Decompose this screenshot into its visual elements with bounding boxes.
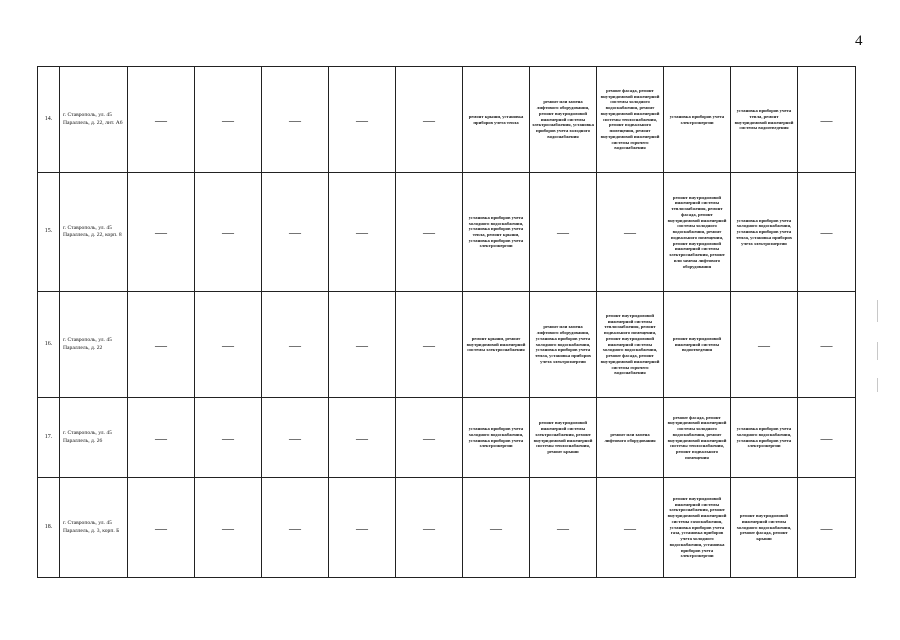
work-description-cell: ремонт или замена лифтового оборудования (597, 398, 664, 478)
empty-dash-cell: — (262, 478, 329, 578)
address-cell: г. Ставрополь, ул. 45 Параллель, д. 3, корп. Б (60, 478, 128, 578)
work-description-cell: ремонт или замена лифтового оборудования, установка приборов учета холодного водоснабжения, установка приборов учета тепла, установка приборов учета электроэнергии (530, 292, 597, 398)
row-number: 15. (38, 173, 60, 292)
work-description-cell: ремонт крыши, установка приборов учета тепла (463, 67, 530, 173)
empty-dash-cell: — (597, 478, 664, 578)
work-description-cell: ремонт крыши, ремонт внутридомовой инженерной системы электроснабжения (463, 292, 530, 398)
work-description-cell: установка приборов учета тепла, ремонт внутридомовой инженерной системы водоотведения (731, 67, 798, 173)
table-row (38, 67, 856, 173)
address-cell: г. Ставрополь, ул. 45 Параллель, д. 22, корп. 8 (60, 173, 128, 292)
empty-dash-cell: — (463, 478, 530, 578)
empty-dash-cell: — (329, 173, 396, 292)
row-number: 16. (38, 292, 60, 398)
page-number: 4 (855, 33, 863, 49)
empty-dash-cell: — (530, 173, 597, 292)
empty-dash-cell: — (731, 292, 798, 398)
empty-dash-cell: — (195, 478, 262, 578)
address-cell: г. Ставрополь, ул. 45 Параллель, д. 26 (60, 398, 128, 478)
empty-dash-cell: — (597, 173, 664, 292)
work-description-cell: установка приборов учета холодного водоснабжения, установка приборов учета тепла, установка приборов учета электроэнергии (731, 173, 798, 292)
table-row (38, 292, 856, 398)
empty-dash-cell: — (128, 478, 195, 578)
work-description-cell: ремонт фасада, ремонт внутридомовой инженерной системы холодного водоснабжения, ремонт внутридомовой инженерной системы теплоснабжения, ремонт подвального помещения, ремонт внутридомовой инженерной системы горячего водоснабжения (597, 67, 664, 173)
empty-dash-cell: — (396, 292, 463, 398)
row-number: 18. (38, 478, 60, 578)
empty-dash-cell: — (798, 398, 856, 478)
work-description-cell: ремонт внутридомовой инженерной системы холодного водоснабжения, ремонт фасада, ремонт крыши (731, 478, 798, 578)
empty-dash-cell: — (396, 173, 463, 292)
work-description-cell: установка приборов учета холодного водоснабжения, установка приборов учета электроэнергии (463, 398, 530, 478)
empty-dash-cell: — (195, 292, 262, 398)
table-row (38, 173, 856, 292)
empty-dash-cell: — (329, 478, 396, 578)
work-description-cell: ремонт внутридомовой инженерной системы электроснабжения, ремонт внутридомовой инженерной системы газоснабжения, установка приборов учета газа, установка приборов учета холодного водоснабжения, установка приборов учета электроэнергии (664, 478, 731, 578)
work-description-cell: ремонт внутридомовой инженерной системы электроснабжения, ремонт внутридомовой инженерной системы теплоснабжения, ремонт крыши (530, 398, 597, 478)
work-description-cell: ремонт фасада, ремонт внутридомовой инженерной системы холодного водоснабжения, ремонт внутридомовой инженерной системы теплоснабжения, ремонт подвального помещения (664, 398, 731, 478)
empty-dash-cell: — (396, 398, 463, 478)
row-number: 14. (38, 67, 60, 173)
work-description-cell: ремонт внутридомовой инженерной системы теплоснабжения, ремонт фасада, ремонт внутридомовой инженерной системы холодного водоснабжения, ремонт подвального помещения, ремонт внутридомовой инженерной системы электроснабжения, ремонт или замена лифтового оборудования (664, 173, 731, 292)
empty-dash-cell: — (329, 292, 396, 398)
work-description-cell: установка приборов учета холодного водоснабжения, установка приборов учета тепла, ремонт крыши, установка приборов учета электроэнергии (463, 173, 530, 292)
work-description-cell: ремонт или замена лифтового оборудования, ремонт внутридомовой инженерной системы электроснабжения, установка приборов учета холодного водоснабжения (530, 67, 597, 173)
table-body (38, 67, 856, 578)
empty-dash-cell: — (195, 398, 262, 478)
address-cell: г. Ставрополь, ул. 45 Параллель, д. 22, лит. А6 (60, 67, 128, 173)
scan-artifact (877, 342, 878, 360)
empty-dash-cell: — (128, 398, 195, 478)
work-description-cell: установка приборов учета холодного водоснабжения, установка приборов учета электроэнергии (731, 398, 798, 478)
repair-schedule-table (37, 66, 856, 578)
empty-dash-cell: — (798, 478, 856, 578)
empty-dash-cell: — (798, 292, 856, 398)
empty-dash-cell: — (128, 173, 195, 292)
empty-dash-cell: — (329, 398, 396, 478)
empty-dash-cell: — (396, 478, 463, 578)
scan-artifact (877, 300, 878, 322)
empty-dash-cell: — (329, 67, 396, 173)
work-description-cell: установка приборов учета электроэнергии (664, 67, 731, 173)
row-number: 17. (38, 398, 60, 478)
table-row (38, 398, 856, 478)
empty-dash-cell: — (396, 67, 463, 173)
empty-dash-cell: — (128, 292, 195, 398)
empty-dash-cell: — (262, 398, 329, 478)
empty-dash-cell: — (798, 67, 856, 173)
scan-artifact (877, 378, 878, 392)
table-row (38, 478, 856, 578)
empty-dash-cell: — (128, 67, 195, 173)
empty-dash-cell: — (195, 67, 262, 173)
empty-dash-cell: — (530, 478, 597, 578)
work-description-cell: ремонт внутридомовой инженерной системы теплоснабжения, ремонт подвального помещения, ремонт внутридомовой инженерной системы холодного водоснабжения, ремонт фасада, ремонт внутридомовой инженерной системы горячего водоснабжения (597, 292, 664, 398)
address-cell: г. Ставрополь, ул. 45 Параллель, д. 22 (60, 292, 128, 398)
empty-dash-cell: — (262, 67, 329, 173)
empty-dash-cell: — (262, 173, 329, 292)
work-description-cell: ремонт внутридомовой инженерной системы водоотведения (664, 292, 731, 398)
empty-dash-cell: — (195, 173, 262, 292)
empty-dash-cell: — (262, 292, 329, 398)
empty-dash-cell: — (798, 173, 856, 292)
